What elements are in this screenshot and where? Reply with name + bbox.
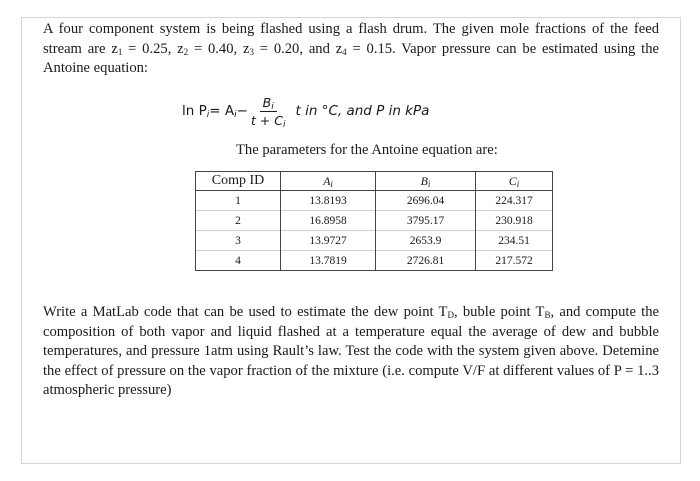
- cell-a: 13.9727: [281, 231, 376, 251]
- table-row: [196, 251, 553, 271]
- cell-comp-id: 4: [196, 251, 281, 271]
- cell-c: 224.317: [476, 191, 553, 211]
- problem-statement: A four component system is being flashed using a flash drum. The given mole fractions of the feed stream are $z_1 = 0.25$, $z_2 = 0.40$, $z_3 = 0.20$, and $z_4 = 0.15$. Vapor pressure can be estimated using the Antoine equation:: [43, 21, 659, 76]
- cell-a: 13.7819: [281, 251, 376, 271]
- table-row: [196, 211, 553, 231]
- header-comp-id: Comp ID: [196, 172, 281, 191]
- header-a: $A_i$: [281, 172, 376, 191]
- header-c: $C_i$: [476, 172, 553, 191]
- equation-fraction: [251, 95, 286, 128]
- cell-c: 234.51: [476, 231, 553, 251]
- cell-comp-id: 1: [196, 191, 281, 211]
- table-row: [196, 191, 553, 211]
- cell-b: 2726.81: [376, 251, 476, 271]
- task-statement: Write a MatLab code that can be used to estimate the dew point $T_D$, buble point $T_B$, and compute the composition of both vapor and liquid flashed at a temperature equal the average of dew and bubble temperatures, and pressure 1atm using Rault’s law. Test the code with the system given above. Detemine the effect of pressure on the vapor fraction of the mixture (i.e. compute V/F at different values of P = 1..3 atmospheric pressure): [43, 304, 660, 398]
- equation-numerator: $B_i$: [260, 95, 277, 112]
- cell-a: 16.8958: [281, 211, 376, 231]
- equation-denominator: $t + C_i$: [250, 112, 286, 130]
- equation-minus: −: [236, 103, 248, 119]
- header-b: $B_i$: [376, 172, 476, 191]
- equation-a-term: = $A_i$: [209, 103, 237, 120]
- cell-b: 2653.9: [376, 231, 476, 251]
- cell-comp-id: 3: [196, 231, 281, 251]
- cell-b: 2696.04: [376, 191, 476, 211]
- table-header-row: [196, 172, 553, 191]
- cell-c: 217.572: [476, 251, 553, 271]
- equation-lhs: $\ln P_i$: [182, 103, 210, 120]
- equation-units: t in °C, and P in kPa: [295, 103, 430, 119]
- table-caption: The parameters for the Antoine equation are:: [236, 142, 498, 158]
- cell-b: 3795.17: [376, 211, 476, 231]
- cell-c: 230.918: [476, 211, 553, 231]
- antoine-parameter-table: [195, 171, 553, 271]
- cell-a: 13.8193: [281, 191, 376, 211]
- table-row: [196, 231, 553, 251]
- cell-comp-id: 2: [196, 211, 281, 231]
- antoine-equation: [182, 91, 429, 131]
